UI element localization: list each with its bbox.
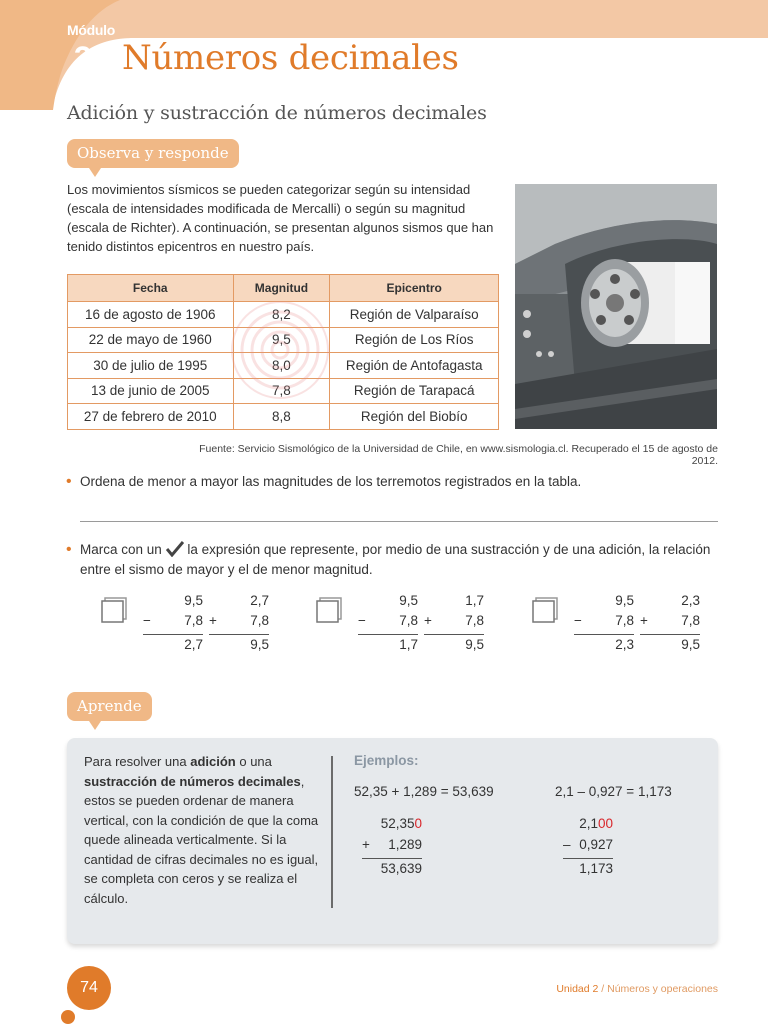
page-title: Números decimales (122, 38, 459, 78)
question-1 (66, 472, 718, 492)
plus-sign: + (209, 613, 217, 628)
earthquake-table (67, 274, 499, 430)
minus-sign: − (574, 613, 582, 628)
table-header-row (68, 275, 499, 302)
addition (640, 593, 700, 657)
operand: 7,8 (184, 613, 203, 628)
table-row (68, 302, 499, 328)
header-epicentro: Epicentro (330, 275, 499, 302)
divider (331, 756, 333, 908)
operand: 9,5 (184, 593, 203, 608)
operand: 7,8 (250, 613, 269, 628)
question-2 (66, 540, 720, 580)
cell-magnitud: 8,0 (233, 353, 330, 379)
cell-magnitud: 9,5 (233, 327, 330, 353)
operand: 7,8 (681, 613, 700, 628)
result: 2,3 (615, 637, 634, 652)
minus-sign: – (563, 837, 571, 852)
subtraction (358, 593, 418, 657)
cell-epicentro: Región de Valparaíso (330, 302, 499, 328)
cell-epicentro: Región de Los Ríos (330, 327, 499, 353)
page-dot (61, 1010, 75, 1024)
result: 53,639 (380, 861, 422, 876)
minus-sign: − (358, 613, 366, 628)
addition (424, 593, 484, 657)
operand: 7,8 (465, 613, 484, 628)
plus-sign: + (424, 613, 432, 628)
cell-fecha: 30 de julio de 1995 (68, 353, 234, 379)
bullet-icon: • (66, 473, 72, 490)
result: 1,173 (579, 861, 613, 876)
question-2-text-before: Marca con un (80, 542, 162, 557)
table-row (68, 327, 499, 353)
example-2-equation: 2,1 – 0,927 = 1,173 (555, 784, 672, 799)
header-fecha: Fecha (68, 275, 234, 302)
example-2-vertical: 2,100 – 0,927 1,173 (563, 816, 613, 882)
cell-magnitud: 8,2 (233, 302, 330, 328)
source-note: Fuente: Servicio Sismológico de la Universidad de Chile, en www.sismologia.cl. Recuperado el 15 de agosto de 2012. (199, 443, 718, 467)
option-2 (316, 593, 536, 663)
option-1 (101, 593, 321, 663)
subtraction (574, 593, 634, 657)
table-row (68, 353, 499, 379)
module-number: 3 (74, 40, 92, 76)
intro-paragraph: Los movimientos sísmicos se pueden categorizar según su intensidad (escala de intensidades modificada de Mercalli) o según su magnitud (escala de Richter). A continuación, se presentan algunos sismos que han tenido distintos epicentros en nuestro país. (67, 182, 494, 254)
answer-line[interactable] (80, 521, 718, 522)
question-1-text: Ordena de menor a mayor las magnitudes de los terremotos registrados en la tabla. (80, 474, 582, 489)
page-number: 74 (67, 966, 111, 1010)
plus-sign: + (640, 613, 648, 628)
examples-title: Ejemplos: (354, 753, 419, 768)
aprende-pill: Aprende (67, 692, 152, 721)
operand: 9,5 (615, 593, 634, 608)
aprende-text: Para resolver una adición o una sustracción de números decimales, estos se pueden ordenar de manera vertical, con la condición de que la coma quede alineada verticalmente. Si la cantidad de cifras decimales no es igual, se completa con ceros y se realiza el cálculo. (84, 754, 319, 906)
header-magnitud: Magnitud (233, 275, 330, 302)
example-1-equation: 52,35 + 1,289 = 53,639 (354, 784, 494, 799)
operand: 7,8 (615, 613, 634, 628)
example-1-vertical: 52,350 + 1,289 53,639 (362, 816, 422, 882)
plus-sign: + (362, 837, 370, 852)
cell-epicentro: Región del Biobío (330, 404, 499, 430)
cell-fecha: 22 de mayo de 1960 (68, 327, 234, 353)
minus-sign: − (143, 613, 151, 628)
table-row (68, 378, 499, 404)
module-label: Módulo (67, 22, 115, 38)
cell-fecha: 27 de febrero de 2010 (68, 404, 234, 430)
result: 1,7 (399, 637, 418, 652)
seismograph-photo (515, 184, 717, 429)
footer-unit: Unidad 2 / Números y operaciones (556, 983, 718, 995)
cell-fecha: 13 de junio de 2005 (68, 378, 234, 404)
operand: 9,5 (399, 593, 418, 608)
observa-pill: Observa y responde (67, 139, 239, 168)
operand: 2,7 (250, 593, 269, 608)
operand: 2,3 (681, 593, 700, 608)
operand: 7,8 (399, 613, 418, 628)
table-row (68, 404, 499, 430)
option-3 (532, 593, 752, 663)
subtraction (143, 593, 203, 657)
result: 9,5 (681, 637, 700, 652)
checkbox[interactable] (316, 597, 342, 623)
bullet-icon: • (66, 541, 72, 558)
question-2-text-after: la expresión que represente, por medio de una sustracción y de una adición, la relación entre el sismo de mayor y el de menor magnitud. (80, 542, 711, 577)
cell-fecha: 16 de agosto de 1906 (68, 302, 234, 328)
cell-magnitud: 7,8 (233, 378, 330, 404)
cell-epicentro: Región de Tarapacá (330, 378, 499, 404)
checkbox[interactable] (532, 597, 558, 623)
result: 9,5 (465, 637, 484, 652)
result: 9,5 (250, 637, 269, 652)
section-title: Adición y sustracción de números decimales (67, 102, 487, 124)
operand: 1,7 (465, 593, 484, 608)
checkbox[interactable] (101, 597, 127, 623)
cell-magnitud: 8,8 (233, 404, 330, 430)
cell-epicentro: Región de Antofagasta (330, 353, 499, 379)
checkmark-icon (166, 541, 184, 557)
result: 2,7 (184, 637, 203, 652)
addition (209, 593, 269, 657)
